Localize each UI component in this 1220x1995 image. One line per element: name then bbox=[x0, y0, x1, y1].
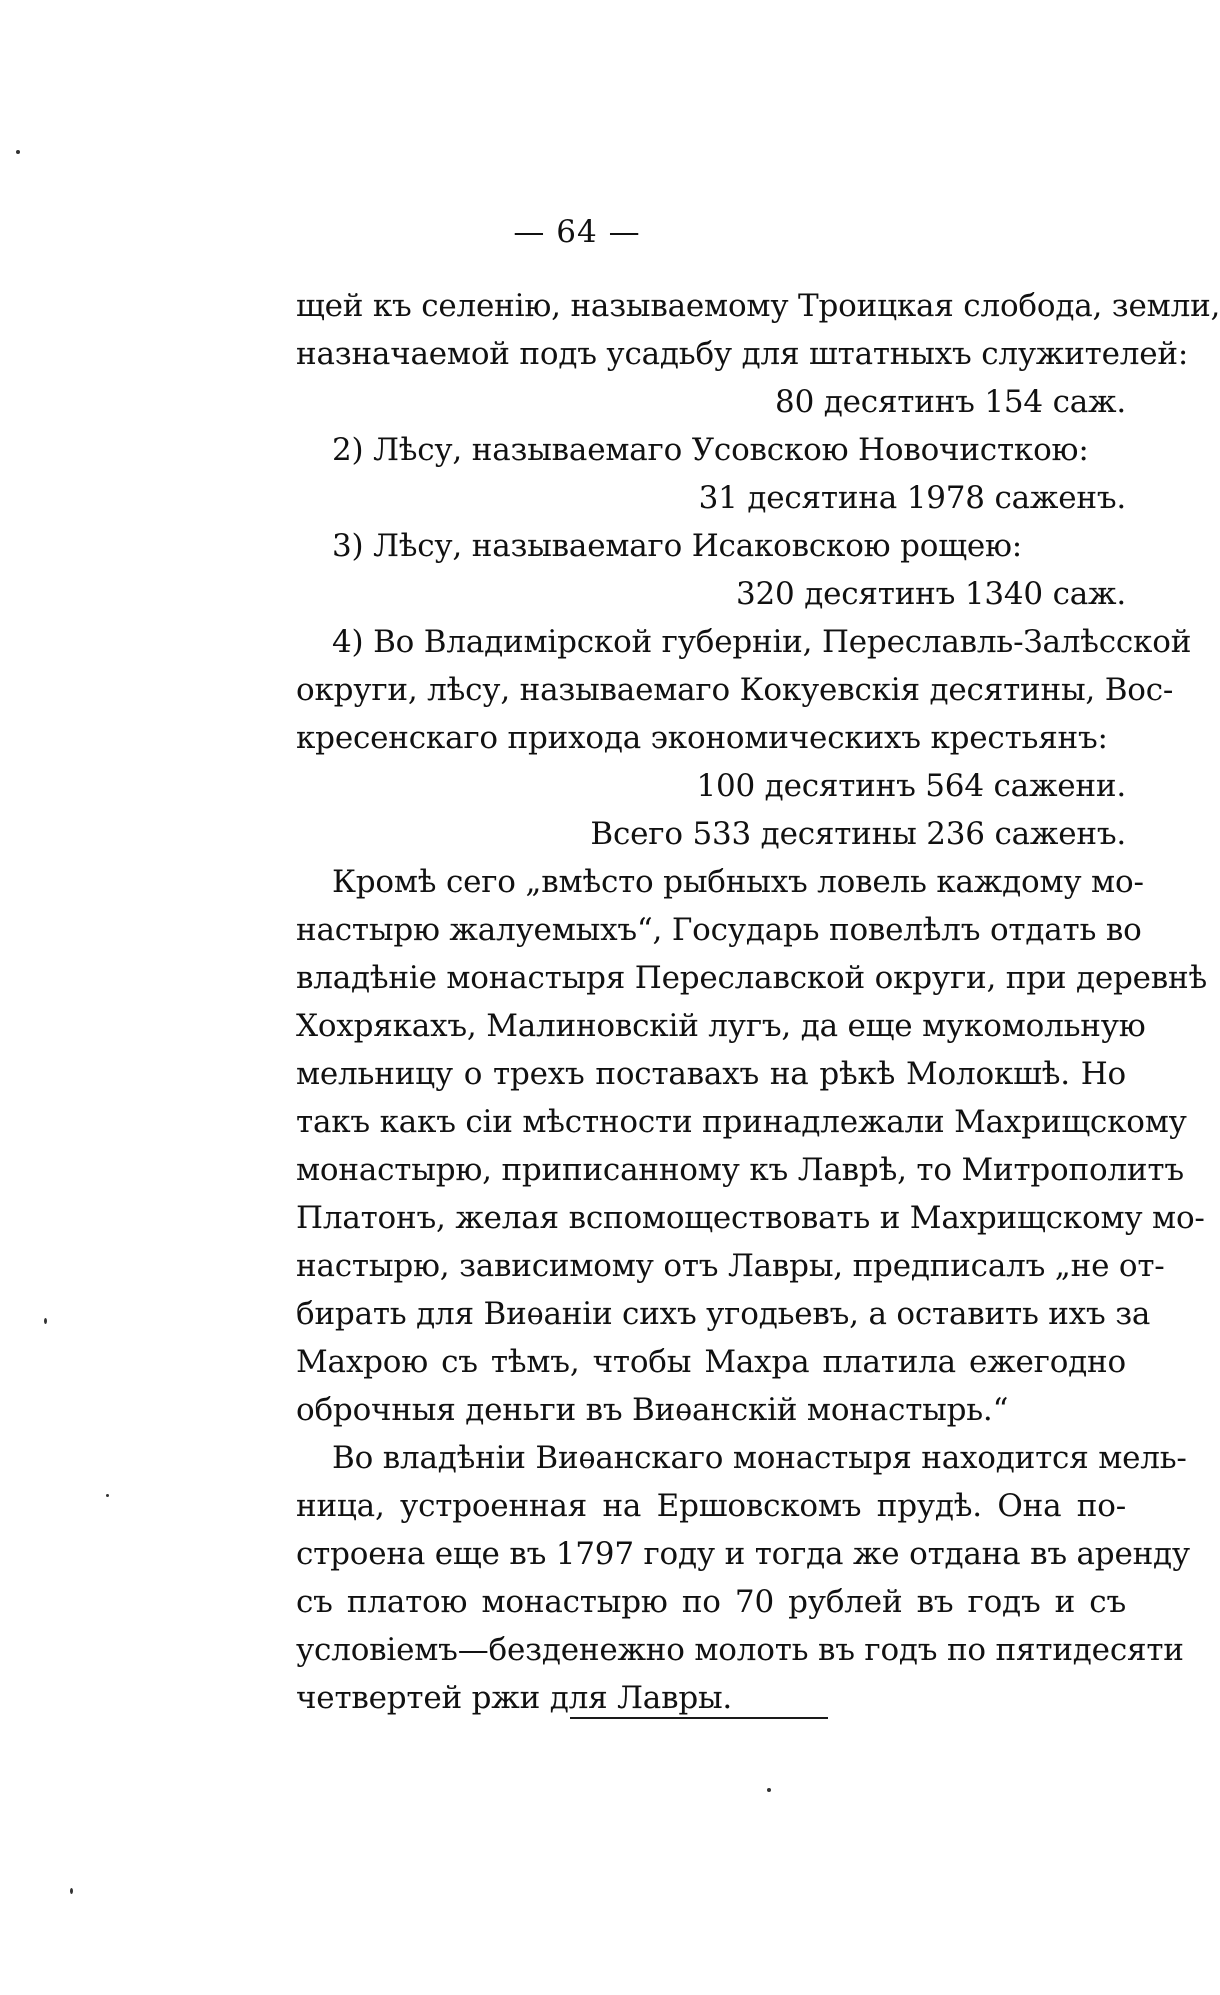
text-line: такъ какъ сіи мѣстности принадлежали Махрищскому bbox=[296, 1104, 1187, 1140]
text-line: Хохрякахъ, Малиновскій лугъ, да еще мукомольную bbox=[296, 1008, 1146, 1044]
end-rule bbox=[570, 1717, 828, 1719]
scan-speck bbox=[44, 1318, 47, 1324]
text-line: Платонъ, желая вспомоществовать и Махрищскому мо- bbox=[296, 1200, 1205, 1236]
scan-speck bbox=[16, 150, 20, 154]
body-text bbox=[296, 282, 1220, 1722]
text-line: ница, устроенная на Ершовскомъ прудѣ. Она по- bbox=[296, 1488, 1126, 1524]
text-line: Махрою съ тѣмъ, чтобы Махра платила ежегодно bbox=[296, 1344, 1126, 1380]
text-line: 80 десятинъ 154 саж. bbox=[775, 384, 1126, 420]
text-line: назначаемой подъ усадьбу для штатныхъ служителей: bbox=[296, 336, 1189, 372]
text-line: Во владѣніи Виѳанскаго монастыря находится мель- bbox=[332, 1440, 1187, 1476]
total-line: Всего 533 десятины 236 саженъ. bbox=[590, 816, 1126, 852]
text-line: щей къ селенію, называемому Троицкая слобода, земли, bbox=[296, 288, 1220, 324]
text-line: 3) Лѣсу, называемаго Исаковскою рощею: bbox=[332, 528, 1023, 564]
text-line: 4) Во Владимірской губерніи, Переславль-Залѣсской bbox=[332, 624, 1192, 660]
scan-speck bbox=[70, 1888, 73, 1894]
text-line: 320 десятинъ 1340 саж. bbox=[736, 576, 1126, 612]
page-number: — 64 — bbox=[513, 214, 641, 250]
text-line: 31 десятина 1978 саженъ. bbox=[698, 480, 1126, 516]
text-line: округи, лѣсу, называемаго Кокуевскія десятины, Вос- bbox=[296, 672, 1174, 708]
text-line: строена еще въ 1797 году и тогда же отдана въ аренду bbox=[296, 1536, 1190, 1572]
text-line: условіемъ—безденежно молоть въ годъ по пятидесяти bbox=[296, 1632, 1184, 1668]
text-line: 2) Лѣсу, называемаго Усовскою Новочисткою: bbox=[332, 432, 1089, 468]
text-line: Кромѣ сего „вмѣсто рыбныхъ ловель каждому мо- bbox=[332, 864, 1144, 900]
text-line: оброчныя деньги въ Виѳанскій монастырь.“ bbox=[296, 1392, 1009, 1428]
text-line: владѣніе монастыря Переславской округи, при деревнѣ bbox=[296, 960, 1208, 996]
text-line: съ платою монастырю по 70 рублей въ годъ и съ bbox=[296, 1584, 1126, 1620]
text-line: четвертей ржи для Лавры. bbox=[296, 1680, 733, 1716]
text-line: 100 десятинъ 564 сажени. bbox=[696, 768, 1126, 804]
text-line: кресенскаго прихода экономическихъ крестьянъ: bbox=[296, 720, 1108, 756]
text-line: мельницу о трехъ поставахъ на рѣкѣ Молокшѣ. Но bbox=[296, 1056, 1126, 1092]
text-line: настырю жалуемыхъ“, Государь повелѣлъ отдать во bbox=[296, 912, 1142, 948]
scan-speck bbox=[106, 1494, 109, 1497]
text-line: монастырю, приписанному къ Лаврѣ, то Митрополитъ bbox=[296, 1152, 1184, 1188]
text-line: бирать для Виѳаніи сихъ угодьевъ, а оставить ихъ за bbox=[296, 1296, 1151, 1332]
text-line: настырю, зависимому отъ Лавры, предписалъ „не от- bbox=[296, 1248, 1165, 1284]
scan-speck bbox=[767, 1788, 771, 1792]
